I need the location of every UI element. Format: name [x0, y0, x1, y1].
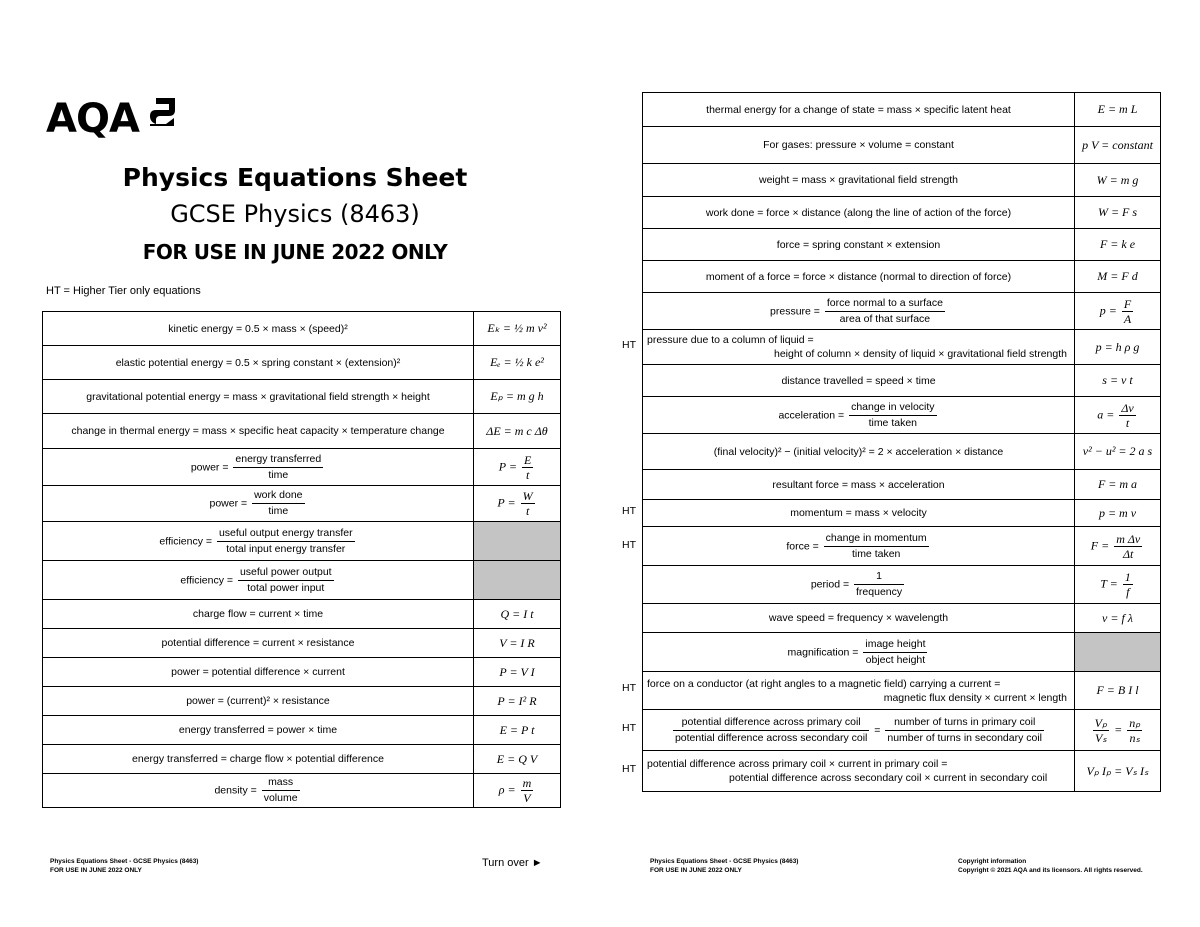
- eq-prefix: efficiency =: [180, 573, 234, 586]
- word-equation: moment of a force = force × distance (normal to direction of force): [643, 261, 1075, 293]
- denominator: potential difference across secondary coil: [674, 731, 868, 744]
- symbol-equation: W = F s: [1075, 197, 1161, 229]
- eq-prefix: F =: [1090, 537, 1110, 552]
- eq-prefix: acceleration =: [778, 408, 845, 421]
- equation-row: [43, 486, 561, 522]
- word-equation: elastic potential energy = 0.5 × spring constant × (extension)²: [43, 346, 474, 380]
- line-1: pressure due to a column of liquid =: [647, 334, 814, 346]
- fraction: [238, 566, 334, 595]
- word-equation: thermal energy for a change of state = mass × specific latent heat: [643, 93, 1075, 127]
- symbol-equation: p = m v: [1075, 500, 1161, 527]
- logo-text: AQA: [46, 96, 139, 142]
- symbol-equation: [1075, 710, 1161, 751]
- ht-marker: HT: [622, 763, 636, 775]
- footer-left-line-1: Physics Equations Sheet - GCSE Physics (8463): [50, 858, 199, 865]
- word-equation: power = potential difference × current: [43, 658, 474, 687]
- fraction: [854, 570, 904, 599]
- word-equation: resultant force = mass × acceleration: [643, 470, 1075, 500]
- no-symbol-cell: [474, 561, 561, 600]
- numerator: m: [522, 776, 532, 790]
- equation-row: [643, 434, 1161, 470]
- equation-row: [43, 658, 561, 687]
- copyright-line-2: Copyright © 2021 AQA and its licensors. All rights reserved.: [958, 867, 1143, 874]
- equation-row: [643, 293, 1161, 330]
- sheet-subtitle: GCSE Physics (8463): [170, 200, 420, 228]
- numerator: useful output energy transfer: [217, 527, 355, 542]
- fraction: [217, 527, 355, 556]
- numerator: work done: [252, 489, 304, 504]
- eq-prefix: period =: [810, 578, 850, 591]
- word-equation: [43, 449, 474, 486]
- denominator: total input energy transfer: [226, 542, 346, 555]
- equation-row: [643, 197, 1161, 229]
- word-equation: weight = mass × gravitational field strength: [643, 164, 1075, 197]
- equation-row: [643, 751, 1161, 792]
- equation-row: [43, 414, 561, 449]
- footer-middle: [650, 857, 798, 875]
- equation-row: [43, 745, 561, 774]
- fraction: [1127, 717, 1142, 744]
- eq-prefix: power =: [209, 497, 248, 510]
- denominator: volume: [263, 792, 298, 804]
- word-equation: [43, 522, 474, 561]
- ht-marker: HT: [622, 505, 636, 517]
- fraction: [824, 532, 929, 561]
- eq-prefix: density =: [214, 784, 257, 797]
- symbol-equation: F = B I l: [1075, 672, 1161, 710]
- left-equations-table: [42, 311, 561, 808]
- symbol-equation: Eₚ = m g h: [474, 380, 561, 414]
- symbol-equation: p = h ρ g: [1075, 330, 1161, 365]
- symbol-equation: W = m g: [1075, 164, 1161, 197]
- word-equation: distance travelled = speed × time: [643, 365, 1075, 397]
- eq-prefix: magnification =: [787, 645, 859, 658]
- word-equation: [43, 774, 474, 808]
- eq-prefix: ρ =: [498, 782, 516, 797]
- numerator: nₚ: [1129, 715, 1141, 730]
- turn-over-label: Turn over ►: [482, 857, 543, 869]
- fraction: [1114, 533, 1142, 560]
- word-equation: [643, 330, 1075, 365]
- word-equation: [643, 397, 1075, 434]
- denominator: Vₛ: [1094, 730, 1107, 745]
- right-equations-table: [642, 92, 1161, 792]
- word-equation: force = spring constant × extension: [643, 229, 1075, 261]
- equation-row: [643, 397, 1161, 434]
- denominator: Δt: [1123, 546, 1134, 561]
- numerator: 1: [854, 570, 904, 585]
- line-1: potential difference across primary coil × current in primary coil =: [647, 758, 948, 770]
- equation-row: [643, 127, 1161, 164]
- word-equation: For gases: pressure × volume = constant: [643, 127, 1075, 164]
- denominator: total power input: [247, 581, 325, 594]
- numerator: F: [1123, 296, 1132, 311]
- eq-prefix: power =: [190, 460, 229, 473]
- denominator: t: [1125, 415, 1130, 430]
- word-equation: power = (current)² × resistance: [43, 687, 474, 716]
- aqa-logo: [46, 96, 181, 146]
- equation-row: [643, 365, 1161, 397]
- symbol-equation: p V = constant: [1075, 127, 1161, 164]
- equation-row: [43, 561, 561, 600]
- symbol-equation: Eₑ = ½ k e²: [474, 346, 561, 380]
- denominator: t: [525, 467, 530, 482]
- denominator: t: [525, 504, 530, 518]
- denominator: time: [268, 505, 289, 517]
- denominator: V: [523, 791, 531, 805]
- equation-row: [643, 470, 1161, 500]
- sheet-title: Physics Equations Sheet: [122, 163, 468, 192]
- word-equation: change in thermal energy = mass × specific heat capacity × temperature change: [43, 414, 474, 449]
- numerator: potential difference across primary coil: [673, 716, 869, 731]
- equation-row: [43, 629, 561, 658]
- fraction: [521, 777, 534, 804]
- denominator: time: [268, 468, 289, 481]
- fraction: [233, 453, 323, 482]
- fraction: [522, 454, 533, 481]
- equation-row: [643, 672, 1161, 710]
- equals-sign: =: [1114, 721, 1123, 736]
- symbol-equation: [1075, 566, 1161, 604]
- word-equation: [43, 561, 474, 600]
- numerator: 1: [1124, 570, 1131, 584]
- equation-row: [643, 164, 1161, 197]
- symbol-equation: [1075, 397, 1161, 434]
- symbol-equation: ΔE = m c Δθ: [474, 414, 561, 449]
- word-equation: [643, 633, 1075, 672]
- word-equation: [643, 566, 1075, 604]
- use-note: FOR USE IN JUNE 2022 ONLY: [142, 240, 448, 264]
- word-equation: (final velocity)² − (initial velocity)² = 2 × acceleration × distance: [643, 434, 1075, 470]
- eq-prefix: force =: [786, 539, 819, 552]
- equation-row: [43, 716, 561, 745]
- equation-row: [643, 633, 1161, 672]
- fraction: [863, 638, 927, 667]
- word-equation: kinetic energy = 0.5 × mass × (speed)²: [43, 312, 474, 346]
- denominator: area of that surface: [839, 312, 931, 325]
- ht-marker: HT: [622, 539, 636, 551]
- fraction: [825, 297, 945, 326]
- word-equation: wave speed = frequency × wavelength: [643, 604, 1075, 633]
- copyright-line-1: Copyright information: [958, 858, 1027, 865]
- symbol-equation: v = f λ: [1075, 604, 1161, 633]
- symbol-equation: Vₚ Iₚ = Vₛ Iₛ: [1075, 751, 1161, 792]
- denominator: A: [1123, 311, 1132, 326]
- symbol-equation: Eₖ = ½ m v²: [474, 312, 561, 346]
- numerator: number of turns in primary coil: [885, 716, 1044, 731]
- line-2: potential difference across secondary coil × current in secondary coil: [729, 772, 1048, 784]
- footer-left-line-2: FOR USE IN JUNE 2022 ONLY: [50, 867, 142, 874]
- symbol-equation: F = k e: [1075, 229, 1161, 261]
- no-symbol-cell: [474, 522, 561, 561]
- symbol-equation: [1075, 293, 1161, 330]
- equation-row: [643, 229, 1161, 261]
- fraction: [262, 776, 300, 805]
- fraction: [1122, 298, 1133, 325]
- word-equation: gravitational potential energy = mass × gravitational field strength × height: [43, 380, 474, 414]
- symbol-equation: E = Q V: [474, 745, 561, 774]
- word-equation: [643, 293, 1075, 330]
- symbol-equation: M = F d: [1075, 261, 1161, 293]
- equation-row: [643, 710, 1161, 751]
- word-equation: momentum = mass × velocity: [643, 500, 1075, 527]
- denominator: time taken: [868, 416, 918, 429]
- footer-left: [50, 857, 198, 875]
- numerator: W: [522, 489, 533, 503]
- denominator: object height: [865, 653, 926, 666]
- footer-middle-line-1: Physics Equations Sheet - GCSE Physics (8463): [650, 858, 799, 865]
- word-equation: [643, 527, 1075, 566]
- fraction: [1123, 571, 1133, 598]
- eq-prefix: a =: [1097, 406, 1115, 421]
- equals-sign: =: [874, 723, 881, 736]
- numerator: change in momentum: [824, 532, 929, 547]
- symbol-equation: v² − u² = 2 a s: [1075, 434, 1161, 470]
- eq-prefix: P =: [497, 495, 516, 510]
- word-equation: energy transferred = charge flow × potential difference: [43, 745, 474, 774]
- symbol-equation: F = m a: [1075, 470, 1161, 500]
- eq-prefix: p =: [1099, 302, 1117, 317]
- equation-row: [43, 774, 561, 808]
- fraction: [849, 401, 936, 430]
- symbol-equation: P = I² R: [474, 687, 561, 716]
- higher-tier-note: HT = Higher Tier only equations: [46, 285, 201, 297]
- eq-prefix: pressure =: [770, 304, 820, 317]
- fraction: [252, 489, 304, 518]
- numerator: m Δv: [1116, 531, 1141, 546]
- word-equation: potential difference = current × resistance: [43, 629, 474, 658]
- numerator: E: [523, 452, 532, 467]
- ht-marker: HT: [622, 682, 636, 694]
- line-1: force on a conductor (at right angles to a magnetic field) carrying a current =: [647, 677, 1001, 690]
- numerator: force normal to a surface: [825, 297, 945, 312]
- numerator: Vₚ: [1094, 715, 1108, 730]
- word-equation: [643, 710, 1075, 751]
- symbol-equation: [1075, 527, 1161, 566]
- denominator: frequency: [856, 586, 903, 598]
- equation-row: [43, 687, 561, 716]
- line-2: magnetic flux density × current × length: [883, 691, 1067, 704]
- numerator: energy transferred: [233, 453, 323, 468]
- symbol-equation: E = P t: [474, 716, 561, 745]
- symbol-equation: s = v t: [1075, 365, 1161, 397]
- equation-row: [643, 93, 1161, 127]
- equation-row: [643, 261, 1161, 293]
- eq-prefix: T =: [1100, 576, 1118, 591]
- symbol-equation: [474, 774, 561, 808]
- equation-row: [643, 500, 1161, 527]
- ht-marker: HT: [622, 339, 636, 351]
- fraction: [885, 716, 1044, 745]
- denominator: number of turns in secondary coil: [887, 731, 1043, 744]
- word-equation: charge flow = current × time: [43, 600, 474, 629]
- word-equation: [43, 486, 474, 522]
- numerator: Δv: [1121, 400, 1134, 415]
- symbol-equation: P = V I: [474, 658, 561, 687]
- numerator: image height: [863, 638, 927, 653]
- footer-middle-line-2: FOR USE IN JUNE 2022 ONLY: [650, 867, 742, 874]
- equation-row: [43, 600, 561, 629]
- word-equation: energy transferred = power × time: [43, 716, 474, 745]
- equation-row: [43, 312, 561, 346]
- denominator: f: [1126, 585, 1130, 599]
- eq-prefix: efficiency =: [159, 534, 213, 547]
- denominator: nₛ: [1129, 730, 1141, 745]
- fraction: [1119, 402, 1135, 429]
- word-equation: work done = force × distance (along the line of action of the force): [643, 197, 1075, 229]
- equation-row: [43, 380, 561, 414]
- line-2: height of column × density of liquid × gravitational field strength: [773, 348, 1067, 360]
- word-equation: [643, 751, 1075, 792]
- equation-row: [43, 449, 561, 486]
- fraction: [673, 716, 869, 745]
- ht-marker: HT: [622, 722, 636, 734]
- equation-row: [643, 566, 1161, 604]
- symbol-equation: E = m L: [1075, 93, 1161, 127]
- equation-row: [643, 330, 1161, 365]
- word-equation: [643, 672, 1075, 710]
- aqa-logo-mark-icon: [146, 96, 176, 128]
- equation-row: [43, 346, 561, 380]
- equation-row: [43, 522, 561, 561]
- footer-copyright: [958, 857, 1143, 875]
- equation-row: [643, 604, 1161, 633]
- numerator: change in velocity: [849, 401, 936, 416]
- eq-prefix: P =: [498, 458, 517, 473]
- numerator: useful power output: [238, 566, 334, 581]
- no-symbol-cell: [1075, 633, 1161, 672]
- symbol-equation: Q = I t: [474, 600, 561, 629]
- fraction: [1093, 717, 1109, 744]
- symbol-equation: [474, 449, 561, 486]
- equation-row: [643, 527, 1161, 566]
- denominator: time taken: [851, 547, 901, 560]
- fraction: [521, 490, 535, 517]
- symbol-equation: [474, 486, 561, 522]
- symbol-equation: V = I R: [474, 629, 561, 658]
- numerator: mass: [262, 776, 300, 791]
